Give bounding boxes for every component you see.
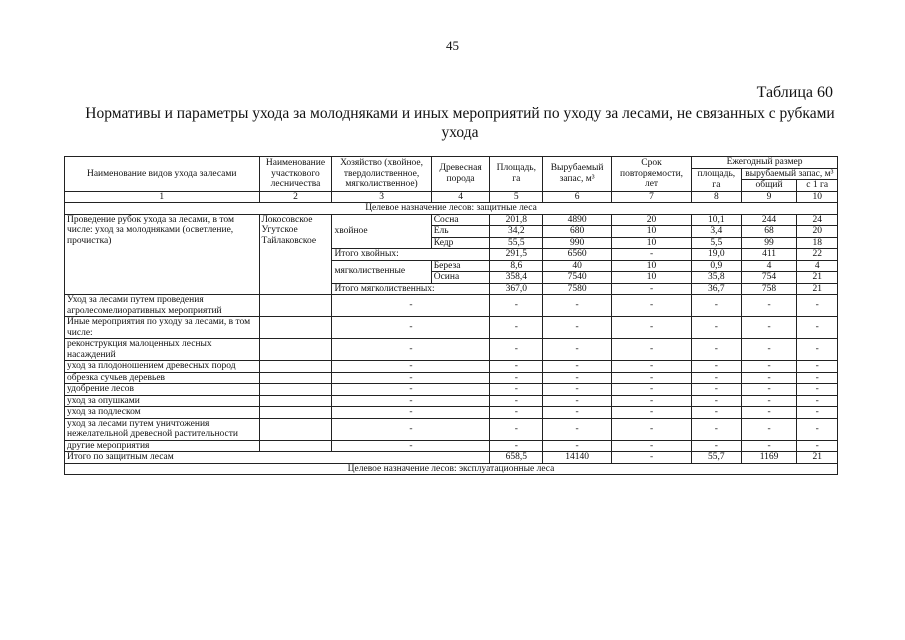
annual-per-ha-cell: 24 [797,214,838,226]
area-cell: 55,5 [490,237,543,249]
dash-cell: - [543,440,612,452]
section-exploitation: Целевое назначение лесов: эксплуатационные леса [65,463,838,475]
dash-cell: - [692,407,742,419]
norms-table [64,156,838,475]
header-annual-total: общий [741,180,797,192]
dash-cell: - [543,418,612,440]
dash-cell: - [797,317,838,339]
table-row [65,407,838,419]
species-cell: Сосна [431,214,490,226]
period-cell: 10 [612,272,692,284]
table-label: Таблица 60 [756,84,833,101]
stock-cell: 40 [543,260,612,272]
dash-cell: - [692,295,742,317]
period-cell: 10 [612,226,692,238]
subtotal-label: Итого хвойных: [332,249,490,261]
dash-cell: - [490,339,543,361]
dash-cell: - [332,384,490,396]
dash-cell: - [797,384,838,396]
annual-per-ha-cell: 22 [797,249,838,261]
dash-cell: - [490,418,543,440]
period-cell: 10 [612,260,692,272]
table-row [65,214,838,226]
dash-cell: - [797,395,838,407]
annual-total-cell: 68 [741,226,797,238]
dash-cell: - [741,440,797,452]
farm-conifer: хвойное [332,214,431,249]
dash-cell: - [612,295,692,317]
farm-soft: мягколиственные [332,260,431,283]
dash-cell: - [797,440,838,452]
dash-cell: - [612,407,692,419]
dash-cell: - [692,440,742,452]
forestry-cell [259,384,332,396]
annual-area-cell: 19,0 [692,249,742,261]
period-cell: 10 [612,237,692,249]
dash-cell: - [741,339,797,361]
dash-cell: - [741,384,797,396]
species-cell: Кедр [431,237,490,249]
annual-per-ha-cell: 18 [797,237,838,249]
annual-total-cell: 411 [741,249,797,261]
dash-cell: - [543,372,612,384]
dash-cell: - [490,361,543,373]
annual-total-cell: 758 [741,283,797,295]
activity-label: Уход за лесами путем проведения агролесомелиоративных мероприятий [65,295,260,317]
dash-cell: - [490,384,543,396]
dash-cell: - [332,295,490,317]
table-row [65,395,838,407]
forestry-cell [259,440,332,452]
stock-cell: 14140 [543,452,612,464]
forestry-cell [259,407,332,419]
dash-cell: - [612,440,692,452]
column-number: 4 [431,191,490,203]
dash-cell: - [797,339,838,361]
period-cell: 20 [612,214,692,226]
table-row [65,372,838,384]
activity-label: другие мероприятия [65,440,260,452]
stock-cell: 990 [543,237,612,249]
dash-cell: - [797,372,838,384]
dash-cell: - [692,395,742,407]
annual-area-cell: 35,8 [692,272,742,284]
stock-cell: 7540 [543,272,612,284]
dash-cell: - [692,317,742,339]
table-row [65,361,838,373]
dash-cell: - [741,407,797,419]
subtotal-label: Итого мягколиственных: [332,283,490,295]
dash-cell: - [332,339,490,361]
period-cell: - [612,452,692,464]
annual-total-cell: 754 [741,272,797,284]
stock-cell: 680 [543,226,612,238]
table-row [65,418,838,440]
area-cell: 367,0 [490,283,543,295]
dash-cell: - [692,384,742,396]
header-annual: Ежегодный размер [692,157,838,169]
annual-area-cell: 36,7 [692,283,742,295]
species-cell: Береза [431,260,490,272]
stock-cell: 6560 [543,249,612,261]
header-annual-per-ha: с 1 га [797,180,838,192]
annual-area-cell: 5,5 [692,237,742,249]
forestry-cell [259,295,332,317]
activity-label: уход за опушками [65,395,260,407]
dash-cell: - [797,418,838,440]
dash-cell: - [741,372,797,384]
area-cell: 291,5 [490,249,543,261]
table-row [65,295,838,317]
annual-per-ha-cell: 21 [797,283,838,295]
dash-cell: - [797,361,838,373]
column-number: 5 [490,191,543,203]
stock-cell: 7580 [543,283,612,295]
activity-label: уход за подлеском [65,407,260,419]
dash-cell: - [741,418,797,440]
species-cell: Ель [431,226,490,238]
table-row [65,384,838,396]
annual-per-ha-cell: 20 [797,226,838,238]
annual-total-cell: 244 [741,214,797,226]
annual-per-ha-cell: 21 [797,272,838,284]
area-cell: 658,5 [490,452,543,464]
column-number: 2 [259,191,332,203]
dash-cell: - [543,317,612,339]
dash-cell: - [612,384,692,396]
dash-cell: - [543,395,612,407]
dash-cell: - [490,295,543,317]
column-numbers-row [65,191,838,203]
dash-cell: - [490,395,543,407]
header-period: Срок повторяемости, лет [612,157,692,192]
forestry-cell: Локосовское Угутское Тайлаковское [259,214,332,295]
header-annual-area: площадь, га [692,168,742,191]
dash-cell: - [741,395,797,407]
dash-cell: - [797,407,838,419]
header-farm: Хозяйство (хвойное, твердолиственное, мягколиственное) [332,157,431,192]
dash-cell: - [692,418,742,440]
dash-cell: - [692,339,742,361]
header-species: Древесная порода [431,157,490,192]
forestry-cell [259,418,332,440]
column-number: 8 [692,191,742,203]
header-forestry: Наименование участкового лесничества [259,157,332,192]
column-number: 3 [332,191,431,203]
activity-label: удобрение лесов [65,384,260,396]
main-activity-cell: Проведение рубок ухода за лесами, в том числе: уход за молодняками (осветление, прочистка) [65,214,260,295]
document-title: Нормативы и параметры ухода за молодняками и иных мероприятий по уходу за лесами, не связанных с рубками ухода [85,105,835,141]
annual-total-cell: 1169 [741,452,797,464]
activity-label: уход за плодоношением древесных пород [65,361,260,373]
table-row [65,339,838,361]
dash-cell: - [612,361,692,373]
column-number: 7 [612,191,692,203]
dash-cell: - [543,339,612,361]
activity-label: реконструкция малоценных лесных насаждений [65,339,260,361]
column-number: 9 [741,191,797,203]
column-number: 10 [797,191,838,203]
activity-label: уход за лесами путем уничтожения нежелательной древесной растительности [65,418,260,440]
dash-cell: - [332,395,490,407]
dash-cell: - [692,372,742,384]
table-row [65,317,838,339]
dash-cell: - [332,440,490,452]
stock-cell: 4890 [543,214,612,226]
annual-area-cell: 3,4 [692,226,742,238]
dash-cell: - [490,372,543,384]
section-protective: Целевое назначение лесов: защитные леса [65,203,838,215]
species-cell: Осина [431,272,490,284]
header-stock: Вырубаемый запас, м³ [543,157,612,192]
forestry-cell [259,395,332,407]
dash-cell: - [543,361,612,373]
dash-cell: - [543,407,612,419]
header-area: Площадь, га [490,157,543,192]
header-activity: Наименование видов ухода залесами [65,157,260,192]
annual-area-cell: 10,1 [692,214,742,226]
column-number: 6 [543,191,612,203]
dash-cell: - [490,407,543,419]
annual-total-cell: 99 [741,237,797,249]
activity-label: обрезка сучьев деревьев [65,372,260,384]
dash-cell: - [612,418,692,440]
annual-area-cell: 0,9 [692,260,742,272]
dash-cell: - [332,372,490,384]
forestry-cell [259,372,332,384]
area-cell: 34,2 [490,226,543,238]
forestry-cell [259,361,332,373]
dash-cell: - [797,295,838,317]
other-activities [65,295,838,452]
activity-label: Иные мероприятия по уходу за лесами, в том числе: [65,317,260,339]
forestry-cell [259,317,332,339]
area-cell: 201,8 [490,214,543,226]
dash-cell: - [543,295,612,317]
area-cell: 358,4 [490,272,543,284]
annual-area-cell: 55,7 [692,452,742,464]
annual-per-ha-cell: 4 [797,260,838,272]
dash-cell: - [612,372,692,384]
period-cell: - [612,283,692,295]
dash-cell: - [490,317,543,339]
table-row [65,440,838,452]
dash-cell: - [741,295,797,317]
annual-total-cell: 4 [741,260,797,272]
dash-cell: - [741,317,797,339]
grand-total-row [65,452,838,464]
dash-cell: - [612,317,692,339]
dash-cell: - [332,418,490,440]
dash-cell: - [612,395,692,407]
annual-per-ha-cell: 21 [797,452,838,464]
page-number: 45 [446,38,459,53]
dash-cell: - [332,317,490,339]
period-cell: - [612,249,692,261]
column-number: 1 [65,191,260,203]
grand-total-label: Итого по защитным лесам [65,452,490,464]
area-cell: 8,6 [490,260,543,272]
forestry-cell [259,339,332,361]
dash-cell: - [490,440,543,452]
dash-cell: - [741,361,797,373]
dash-cell: - [332,407,490,419]
dash-cell: - [543,384,612,396]
header-annual-stock: вырубаемый запас, м³ [741,168,837,180]
dash-cell: - [692,361,742,373]
dash-cell: - [612,339,692,361]
dash-cell: - [332,361,490,373]
